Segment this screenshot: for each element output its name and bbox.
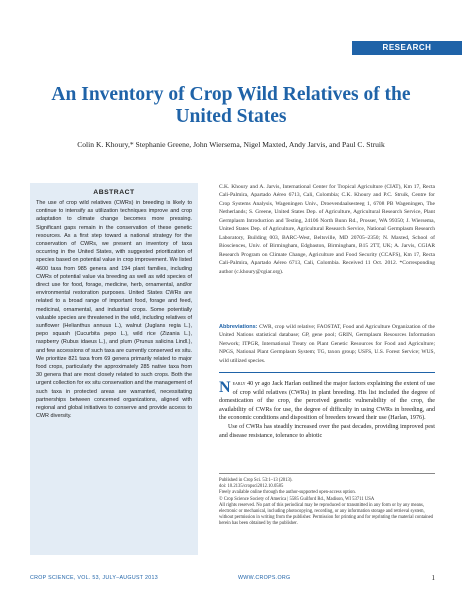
pub-doi: doi: 10.2135/cropsci2012.10.0585	[219, 484, 284, 490]
abstract-heading: ABSTRACT	[93, 189, 135, 196]
drop-cap: N	[219, 379, 231, 396]
pub-copyright: © Crop Science Society of America | 5585 Guilford Rd., Madison, WI 53711 USA	[219, 496, 375, 502]
section-divider	[219, 372, 435, 373]
author-list: Colin K. Khoury,* Stephanie Greene, John Wiersema, Nigel Maxted, Andy Jarvis, and Paul C. Struik	[77, 140, 385, 149]
abbreviations-block	[219, 323, 435, 365]
article-title: An Inventory of Crop Wild Relatives of the United States	[51, 84, 411, 127]
affiliations-text: C.K. Khoury and A. Jarvis, International Center for Tropical Agriculture (CIAT), Km 17, Recta Cali-Palmira, Apartado Aéreo 6713, Cali, Colombia; C.K. Khoury and P.C. Struik, Centre for Crop Systems Analysis, Wageningen Univ., Droevendaalsesteeg 1, 6708 PB Wageningen, The Netherlands; S. Greene, United States Dep. of Agriculture, Agricultural Research Service, Plant Germplasm Introduction and Testing, 24106 North Bunn Rd., Prosser, WA 99350; J. Wiersema, United States Dep. of Agriculture, Agricultural Research Service, National Germplasm Research Laboratory, Building 003, BARC-West, Beltsville, MD 20705–2350; N. Maxted, School of Biosciences, Univ. of Birmingham, Edgbaston, Birmingham, B15 2TT, UK; A. Jarvis, CGIAR Research Program on Climate Change, Agriculture and Food Security (CCAFS), Km 17, Recta Cali-Palmira, Apartado Aéreo 6713, Cali, Colombia. Received 11 Oct. 2012. *Corresponding author (c.khoury@cgiar.org).	[219, 184, 435, 275]
abbreviations-label: Abbreviations:	[219, 324, 258, 330]
intro-paragraph-1	[219, 380, 435, 423]
pub-citation: Published in Crop Sci. 53:1–13 (2013).	[219, 478, 293, 483]
abstract-body: The use of crop wild relatives (CWRs) in breeding is likely to continue to intensify as utilization techniques improve and crop adaptation to climate change becomes more pressing. Significant gaps remain in the conservation of these genetic resources. As a first step toward a national strategy for the conservation of CWRs, we present an inventory of taxa occurring in the United States, with suggested prioritization of species based on potential value in crop improvement. We listed 4600 taxa from 985 genera and 194 plant families, including CWRs of potential value via breeding as well as wild species of direct use for food, forage, medicine, herb, ornamental, and/or environmental restoration purposes. United States CWRs are related to a broad range of important food, forage and feed, medicinal, ornamental, and industrial crops. Some potentially valuable species are threatened in the wild, including relatives of sunflower (Helianthus annuus L.), walnut (Juglans regia L.), pepo squash (Cucurbita pepo L.), wild rice (Zizania L.), raspberry (Rubus idaeus L.), and plum (Prunus salicina Lindl.), and few accessions of such taxa are currently conserved ex situ. We prioritize 821 taxa from 69 genera primarily related to major food crops, particularly the approximately 285 native taxa from 30 genera that are most closely related to such crops. Both the urgent collection for ex situ conservation and the management of such taxa in protected areas are warranted, necessitating partnerships between concerned organizations, aligned with regional and global initiatives to conserve and provide access to CWR diversity.	[36, 200, 192, 420]
intro-lead-word: early	[232, 381, 246, 387]
page-number: 1	[431, 574, 435, 582]
footer-website-link[interactable]: WWW.CROPS.ORG	[238, 575, 291, 581]
publication-info	[219, 473, 435, 528]
pub-access: Freely available online through the author-supported open-access option.	[219, 490, 356, 496]
abstract-box	[30, 183, 198, 555]
pub-rights: All rights reserved. No part of this periodical may be reproduced or transmitted in any form or by any means, electronic or mechanical, including photocopying, recording, or any information storage and retrieval system, without permission in writing from the publisher. Permission for printing and for reprinting the material contained herein has been obtained by the publisher.	[219, 502, 434, 527]
section-badge: RESEARCH	[352, 41, 462, 55]
footer-journal: CROP SCIENCE, VOL. 53, JULY–AUGUST 2013	[30, 575, 158, 581]
abbreviations-text: CWR, crop wild relative; FAOSTAT, Food and Agriculture Organization of the United Nations statistical database; GP, gene pool; GRIN, Germplasm Resources Information Network; ITPGR, International Treaty on Plant Genetic Resources for Food and Agriculture; NPGS, National Plant Germplasm System; TG, taxon group; USFS, U.S. Forest Service; WUS, wild utilized species.	[219, 324, 435, 364]
intro-paragraph-1-text: 40 yr ago Jack Harlan outlined the major factors explaining the extent of use of crop wild relatives (CWRs) in plant breeding. His list included the degree of domestication of the crop, the perceived genetic vulnerability of the crop, the availability of CWRs for use, the degree of difficulty in using CWRs in breeding, and the economic conditions and disposition of breeders toward their use (Harlan, 1976).	[219, 381, 435, 422]
intro-paragraph-2: Use of CWRs has steadily increased over the past decades, providing improved pest and disease resistance, tolerance to abiotic	[219, 423, 435, 439]
introduction	[219, 380, 435, 440]
